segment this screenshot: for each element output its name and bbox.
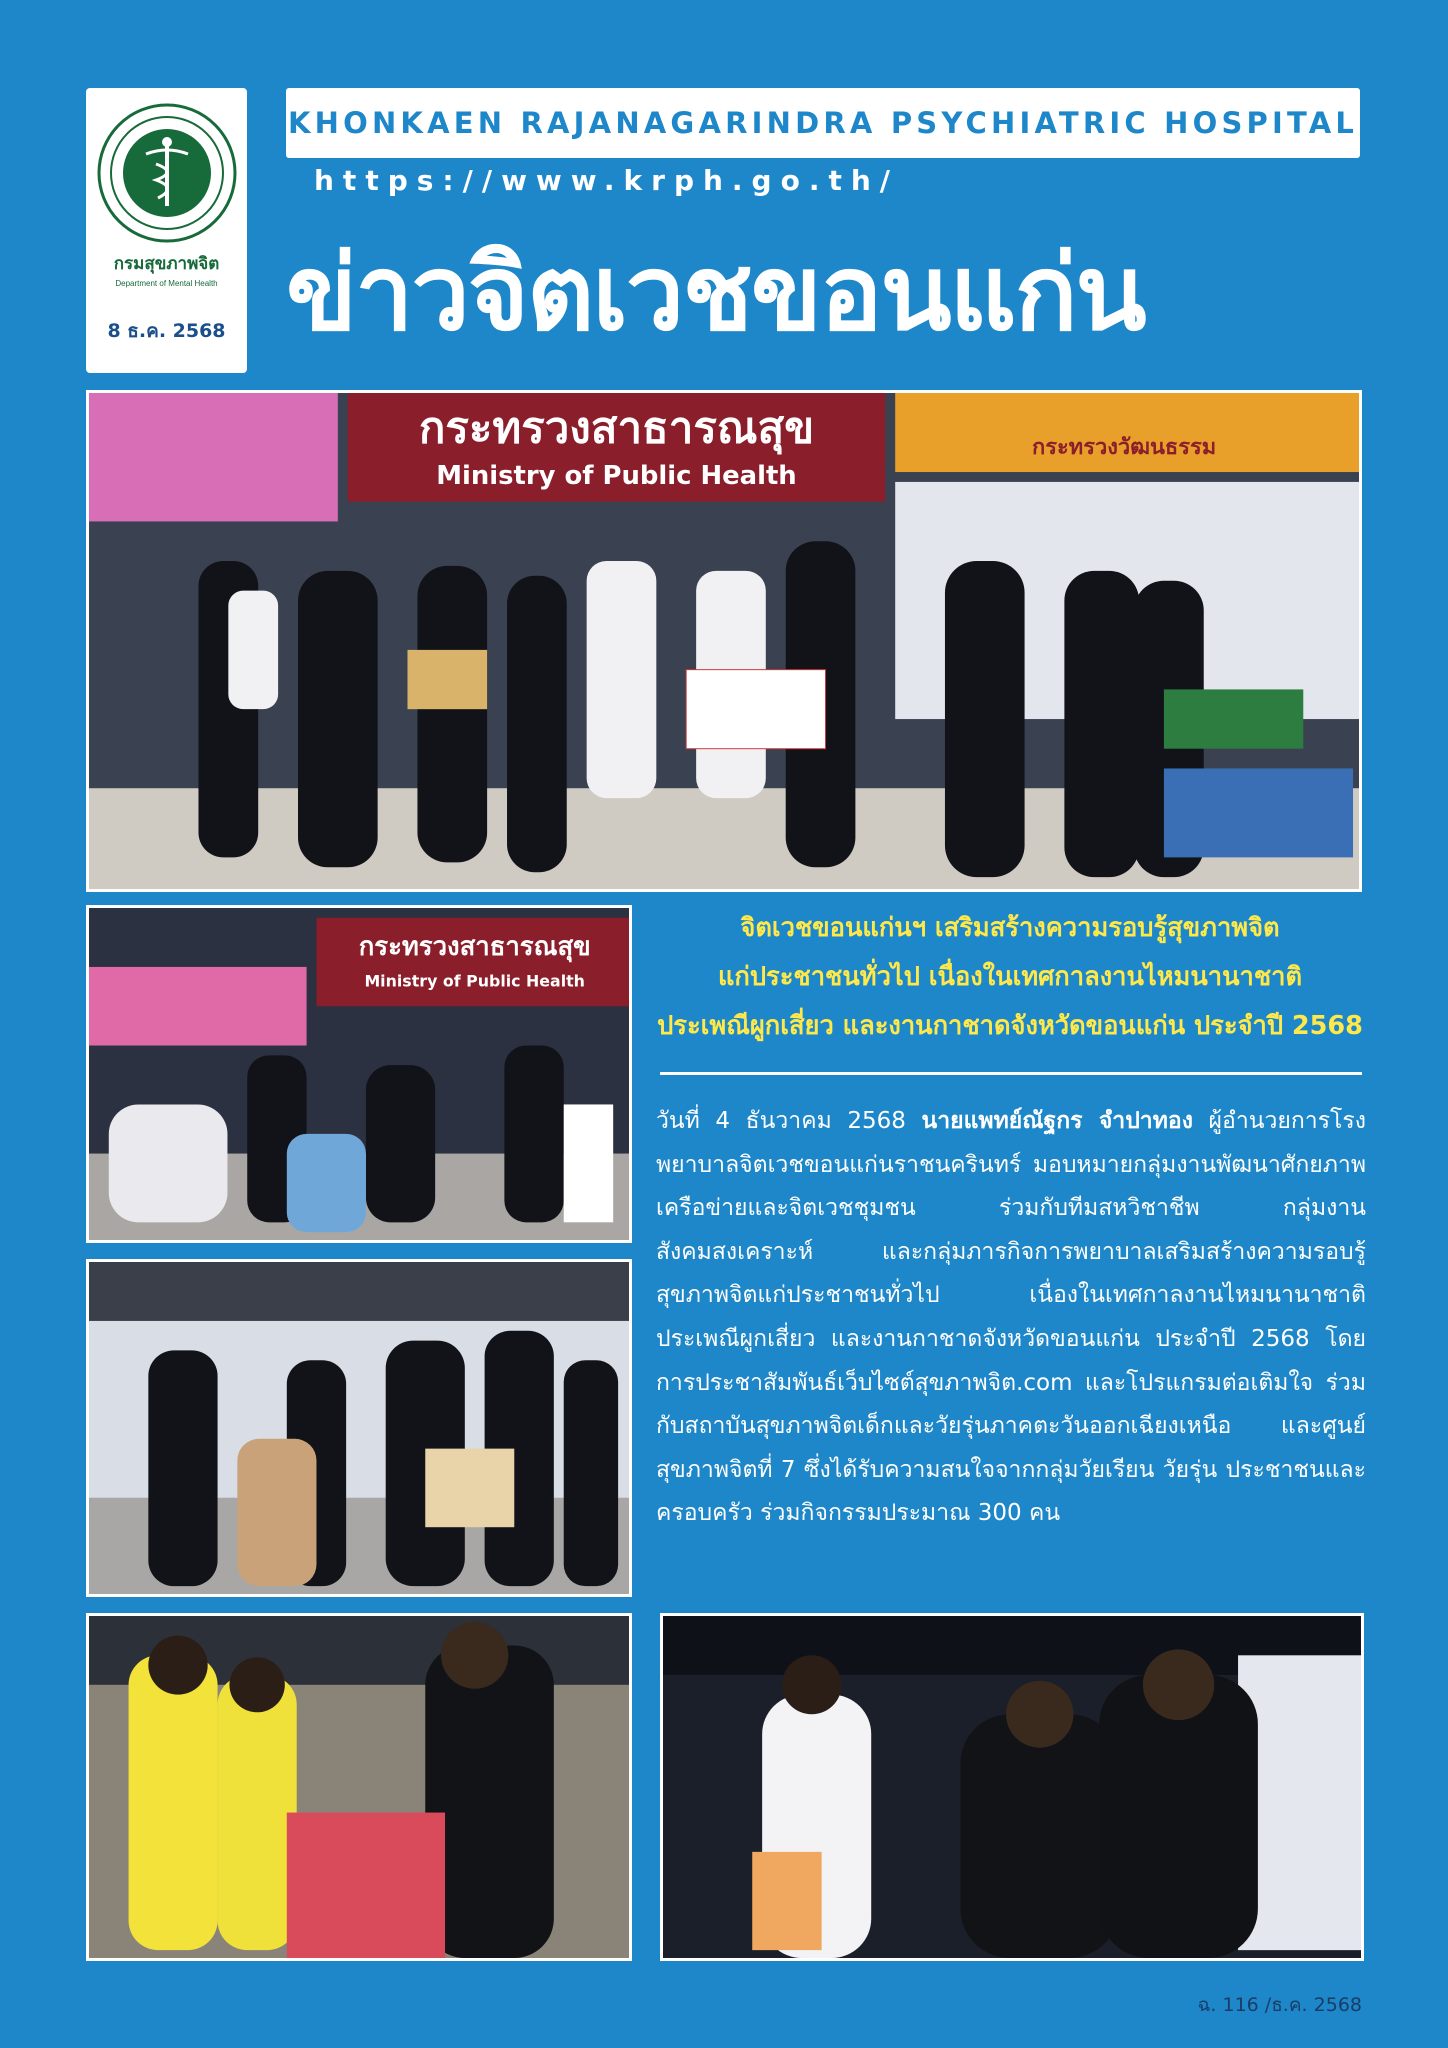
ministry-seal-icon [96, 102, 238, 244]
body-rest: ผู้อำนวยการโรงพยาบาลจิตเวชขอนแก่นราชนครินทร์ มอบหมายกลุ่มงานพัฒนาศักยภาพเครือข่ายและจิตเวชชุมชน ร่วมกับทีมสหวิชาชีพ กลุ่มงานสังคมสงเคราะห์ และกลุ่มภารกิจการพยาบาลเสริมสร้างความรอบรู้สุขภาพจิตแก่ประชาชนทั่วไป เนื่องในเทศกาลงานไหมนานาชาติ ประเพณีผูกเสี่ยว และงานกาชาดจังหวัดขอนแก่น ประจำปี 2568 โดยการประชาสัมพันธ์เว็บไซต์สุขภาพจิต.com และโปรแกรมต่อเติมใจ ร่วมกับสถาบันสุขภาพจิตเด็กและวัยรุ่นภาคตะวันออกเฉียงเหนือ และศูนย์สุขภาพจิตที่ 7 ซึ่งได้รับความสนใจจากกลุ่มวัยเรียน วัยรุ่น ประชาชนและครอบครัว ร่วมกิจกรรมประมาณ 300 คน [656, 1108, 1366, 1527]
culture-sign: กระทรวงวัฒนธรรม [1032, 435, 1217, 461]
issue-number: ฉ. 116 /ธ.ค. 2568 [1197, 1994, 1362, 2016]
booth-sign-eng-2: Ministry of Public Health [364, 971, 585, 991]
body-prefix: วันที่ 4 ธันวาคม 2568 [656, 1108, 922, 1134]
photo-interview [660, 1613, 1364, 1961]
logo-name-thai: กรมสุขภาพจิต [113, 254, 220, 274]
headline-divider [660, 1072, 1362, 1075]
masthead-title: ข่าวจิตเวชขอนแก่น [286, 232, 1145, 354]
hospital-name: KHONKAEN RAJANAGARINDRA PSYCHIATRIC HOSPITAL [287, 106, 1359, 140]
issue-date: 8 ธ.ค. 2568 [107, 320, 226, 342]
website-url[interactable]: https://www.krph.go.th/ [314, 164, 900, 197]
hospital-banner [286, 88, 1360, 158]
booth-sign-thai: กระทรวงสาธารณสุข [418, 403, 815, 454]
booth-sign-eng: Ministry of Public Health [436, 460, 797, 491]
article-body [656, 1100, 1366, 1536]
headline-line: แก่ประชาชนทั่วไป เนื่องในเทศกาลงานไหมนานาชาติ [717, 962, 1303, 992]
headline-line: จิตเวชขอนแก่นฯ เสริมสร้างความรอบรู้สุขภาพจิต [740, 913, 1280, 943]
headline-line: ประเพณีผูกเสี่ยว และงานกาชาดจังหวัดขอนแก่น ประจำปี 2568 [657, 1011, 1363, 1041]
photo-booth-group [86, 390, 1362, 892]
photo-booth-visitors [86, 905, 632, 1243]
logo-card [86, 88, 247, 373]
booth-sign-thai-2: กระทรวงสาธารณสุข [358, 932, 591, 963]
logo-name-eng: Department of Mental Health [115, 279, 218, 288]
director-name: นายแพทย์ณัฐกร จำปาทอง [921, 1108, 1193, 1134]
photo-students-table [86, 1613, 632, 1961]
photo-activity-box [86, 1259, 632, 1597]
article-headline [650, 904, 1370, 1051]
